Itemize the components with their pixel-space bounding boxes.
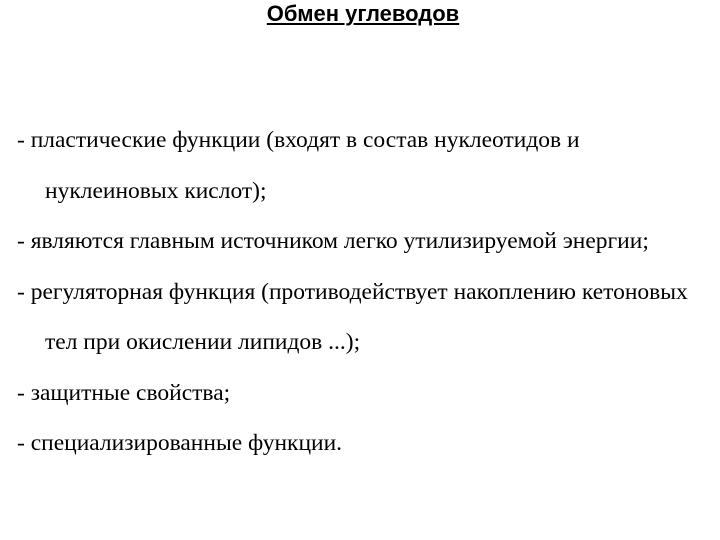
list-item-plastic: - пластические функции (входят в состав нуклеотидов и нуклеиновых кислот); — [17, 127, 580, 204]
slide-title-text: Обмен углеводов — [266, 1, 460, 26]
list-item-regulatory: - регуляторная функция (противодействует накоплению кетоновых тел при окислении липидов ...); — [17, 278, 688, 355]
list-item-specialized: - специализированные функции. — [17, 430, 343, 456]
list-item-energy: - являются главным источником легко утилизируемой энергии; — [17, 228, 649, 254]
slide-title — [0, 0, 720, 29]
function-list — [17, 115, 707, 469]
list-item-protective: - защитные свойства; — [17, 379, 231, 406]
